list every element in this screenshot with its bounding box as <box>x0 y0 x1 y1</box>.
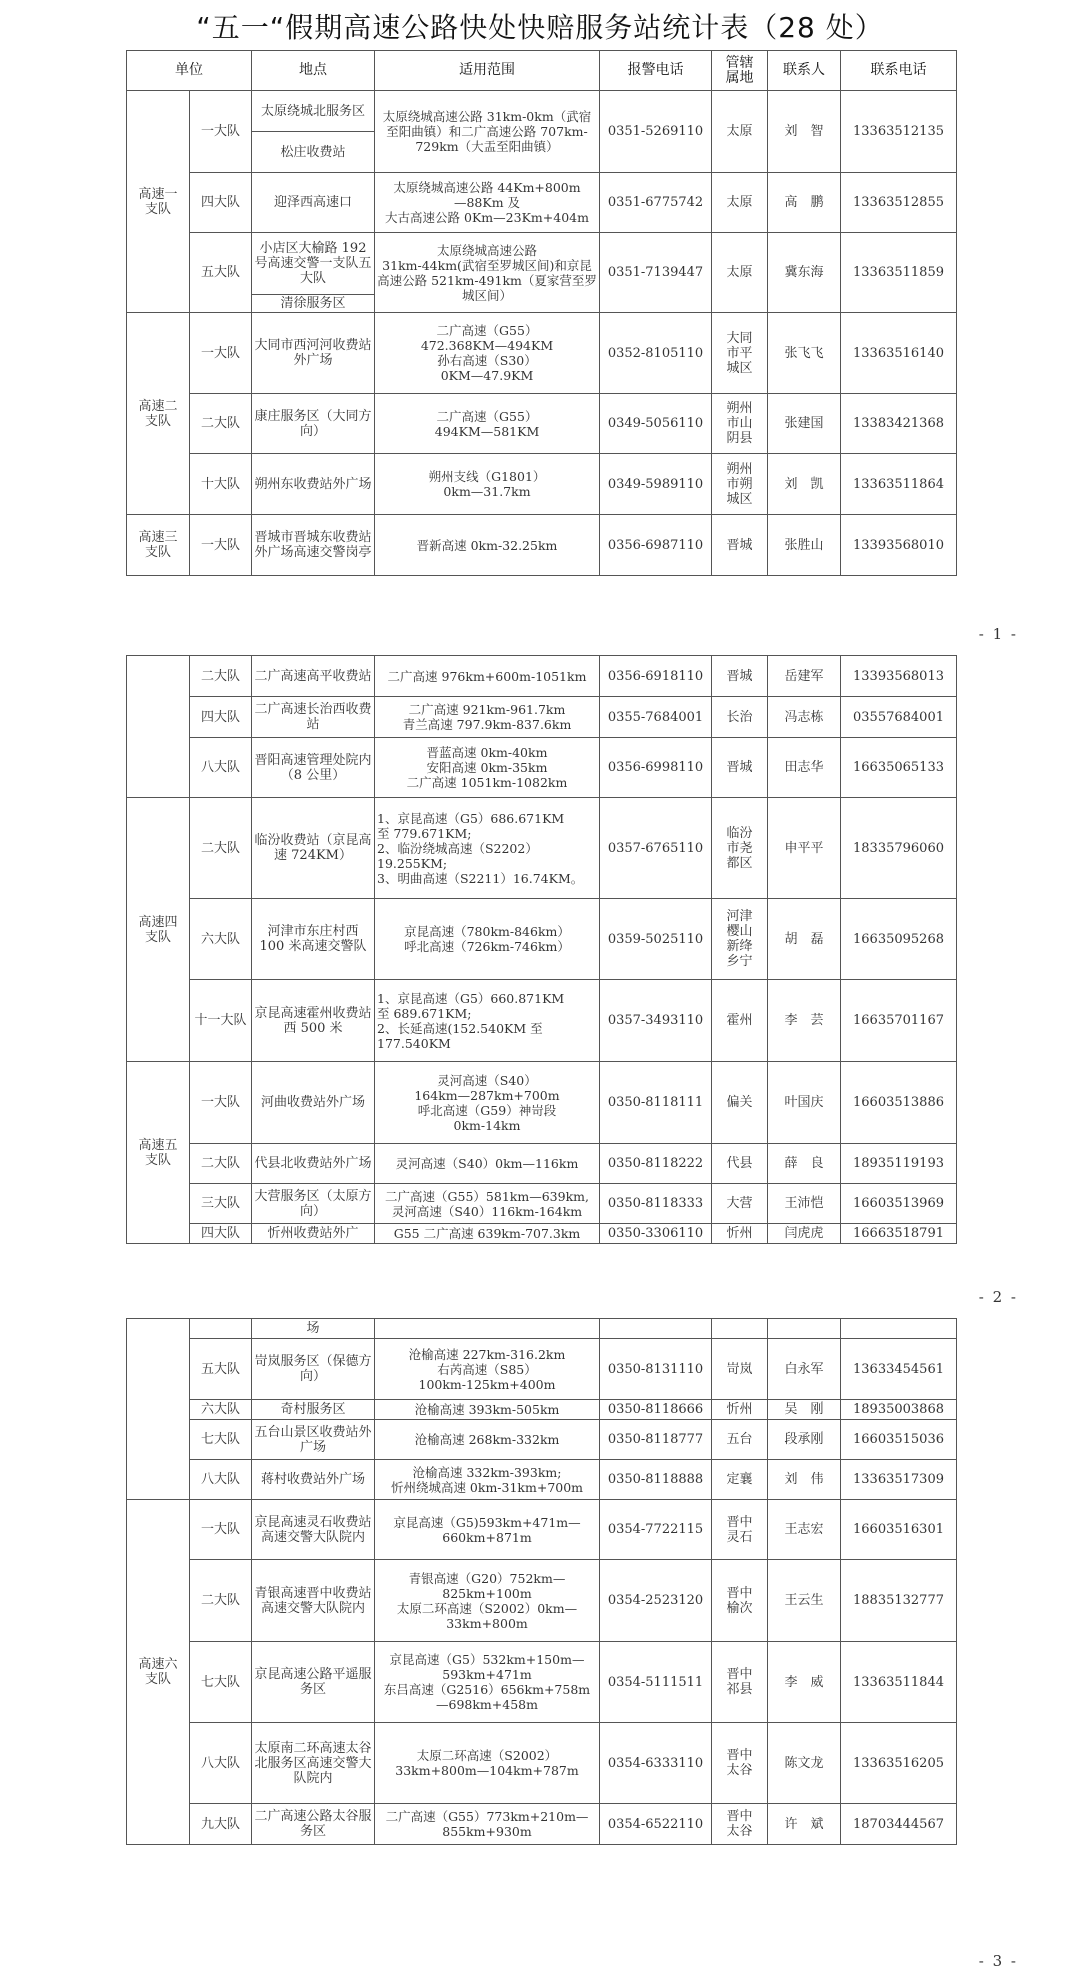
contact-cell: 申平平 <box>768 798 841 899</box>
group-cell: 高速四 支队 <box>127 798 190 1062</box>
location-cell: 奇村服务区 <box>252 1400 375 1420</box>
stats-table-page-3 <box>126 1318 957 1845</box>
jurisdiction-cell: 晋城 <box>712 515 768 576</box>
contact-phone-cell: 16603516301 <box>841 1500 957 1560</box>
header-contact: 联系人 <box>768 51 841 91</box>
table-row <box>127 1400 957 1420</box>
location-cell: 朔州东收费站外广场 <box>252 454 375 515</box>
contact-cell: 冀东海 <box>768 233 841 313</box>
contact-cell: 冯志栋 <box>768 697 841 738</box>
contact-phone-cell: 13363517309 <box>841 1460 957 1500</box>
contact-phone-cell: 18835132777 <box>841 1560 957 1642</box>
jurisdiction-cell: 代县 <box>712 1144 768 1184</box>
jurisdiction-cell: 太原 <box>712 173 768 233</box>
location-cell: 太原南二环高速太谷北服务区高速交警大队院内 <box>252 1723 375 1804</box>
contact-cell: 刘 凯 <box>768 454 841 515</box>
range-cell: 太原二环高速（S2002） 33km+800m—104km+787m <box>375 1723 600 1804</box>
table-row <box>127 697 957 738</box>
page-number: - 3 - <box>978 1952 1018 1970</box>
alarm-phone-cell: 0350-8118111 <box>600 1062 712 1144</box>
contact-cell: 张建国 <box>768 394 841 454</box>
header-jurisdiction: 管辖 属地 <box>712 51 768 91</box>
contact-cell: 刘 伟 <box>768 1460 841 1500</box>
range-cell <box>375 1319 600 1339</box>
location-cell: 临汾收费站（京昆高速 724KM） <box>252 798 375 899</box>
table-row <box>127 91 957 132</box>
header-location: 地点 <box>252 51 375 91</box>
range-cell: 灵河高速（S40） 164km—287km+700m 呼北高速（G59）神岢段 0km-14km <box>375 1062 600 1144</box>
table-row <box>127 738 957 798</box>
location-cell: 代县北收费站外广场 <box>252 1144 375 1184</box>
header-alarm-phone: 报警电话 <box>600 51 712 91</box>
jurisdiction-cell: 偏关 <box>712 1062 768 1144</box>
stats-table-page-2 <box>126 655 957 1244</box>
contact-cell: 王沛恺 <box>768 1184 841 1224</box>
location-cell: 大同市西河河收费站外广场 <box>252 313 375 394</box>
table-row <box>127 1420 957 1460</box>
header-unit: 单位 <box>127 51 252 91</box>
contact-cell: 岳建军 <box>768 656 841 697</box>
jurisdiction-cell: 定襄 <box>712 1460 768 1500</box>
contact-cell: 刘 智 <box>768 91 841 173</box>
contact-cell: 吴 刚 <box>768 1400 841 1420</box>
contact-cell: 田志华 <box>768 738 841 798</box>
jurisdiction-cell: 大营 <box>712 1184 768 1224</box>
contact-cell: 张胜山 <box>768 515 841 576</box>
header-contact-phone: 联系电话 <box>841 51 957 91</box>
contact-phone-cell: 13363516205 <box>841 1723 957 1804</box>
jurisdiction-cell: 五台 <box>712 1420 768 1460</box>
table-row <box>127 313 957 394</box>
location-cell: 二广高速高平收费站 <box>252 656 375 697</box>
unit-cell: 一大队 <box>190 1062 252 1144</box>
jurisdiction-cell: 霍州 <box>712 980 768 1062</box>
alarm-phone-cell: 0354-2523120 <box>600 1560 712 1642</box>
range-cell: 沧榆高速 227km-316.2km 右芮高速（S85） 100km-125km+400m <box>375 1339 600 1400</box>
location-cell: 京昆高速公路平遥服务区 <box>252 1642 375 1723</box>
range-cell: 1、京昆高速（G5）686.671KM 至 779.671KM; 2、临汾绕城高速（S2202） 19.255KM; 3、明曲高速（S2211）16.74KM。 <box>375 798 600 899</box>
contact-cell: 闫虎虎 <box>768 1224 841 1244</box>
contact-cell: 高 鹏 <box>768 173 841 233</box>
alarm-phone-cell: 0355-7684001 <box>600 697 712 738</box>
alarm-phone-cell: 0351-5269110 <box>600 91 712 173</box>
unit-cell: 五大队 <box>190 233 252 313</box>
alarm-phone-cell: 0354-6333110 <box>600 1723 712 1804</box>
contact-cell: 李 威 <box>768 1642 841 1723</box>
unit-cell: 五大队 <box>190 1339 252 1400</box>
contact-phone-cell: 03557684001 <box>841 697 957 738</box>
range-cell: 二广高速（G55） 494KM—581KM <box>375 394 600 454</box>
location-cell: 五台山景区收费站外广场 <box>252 1420 375 1460</box>
table-row <box>127 656 957 697</box>
jurisdiction-cell: 太原 <box>712 91 768 173</box>
range-cell: 晋蓝高速 0km-40km 安阳高速 0km-35km 二广高速 1051km-1082km <box>375 738 600 798</box>
unit-cell: 二大队 <box>190 798 252 899</box>
jurisdiction-cell: 晋城 <box>712 656 768 697</box>
table-row <box>127 1642 957 1723</box>
contact-phone-cell: 16603513886 <box>841 1062 957 1144</box>
alarm-phone-cell: 0350-8118333 <box>600 1184 712 1224</box>
location-cell: 清徐服务区 <box>252 295 375 313</box>
group-cell-continued <box>127 656 190 798</box>
range-cell: 二广高速 921km-961.7km 青兰高速 797.9km-837.6km <box>375 697 600 738</box>
unit-cell: 二大队 <box>190 1560 252 1642</box>
location-cell: 京昆高速灵石收费站高速交警大队院内 <box>252 1500 375 1560</box>
alarm-phone-cell: 0350-8118888 <box>600 1460 712 1500</box>
table-row <box>127 1224 957 1244</box>
location-cell: 小店区大榆路 192 号高速交警一支队五大队 <box>252 233 375 295</box>
range-cell: 晋新高速 0km-32.25km <box>375 515 600 576</box>
jurisdiction-cell: 忻州 <box>712 1224 768 1244</box>
group-cell: 高速三 支队 <box>127 515 190 576</box>
alarm-phone-cell: 0359-5025110 <box>600 899 712 980</box>
contact-cell: 段承刚 <box>768 1420 841 1460</box>
range-cell: 京昆高速（780km-846km） 呼北高速（726km-746km） <box>375 899 600 980</box>
header-range: 适用范围 <box>375 51 600 91</box>
location-cell: 岢岚服务区（保德方向） <box>252 1339 375 1400</box>
contact-cell <box>768 1319 841 1339</box>
table-row <box>127 1560 957 1642</box>
contact-phone-cell: 16635701167 <box>841 980 957 1062</box>
table-row <box>127 173 957 233</box>
location-cell: 京昆高速霍州收费站西 500 米 <box>252 980 375 1062</box>
alarm-phone-cell: 0357-3493110 <box>600 980 712 1062</box>
unit-cell: 一大队 <box>190 313 252 394</box>
contact-phone-cell: 13393568013 <box>841 656 957 697</box>
jurisdiction-cell: 大同 市平 城区 <box>712 313 768 394</box>
unit-cell: 六大队 <box>190 899 252 980</box>
unit-cell: 二大队 <box>190 1144 252 1184</box>
jurisdiction-cell: 河津 樱山 新绛 乡宁 <box>712 899 768 980</box>
group-cell-continued <box>127 1319 190 1500</box>
jurisdiction-cell: 长治 <box>712 697 768 738</box>
unit-cell: 一大队 <box>190 91 252 173</box>
alarm-phone-cell: 0351-7139447 <box>600 233 712 313</box>
unit-cell: 二大队 <box>190 656 252 697</box>
jurisdiction-cell: 晋中 榆次 <box>712 1560 768 1642</box>
location-cell: 场 <box>252 1319 375 1339</box>
range-cell: 太原绕城高速公路 31km-0km（武宿至阳曲镇）和二广高速公路 707km-729km（大盂至阳曲镇） <box>375 91 600 173</box>
table-row <box>127 515 957 576</box>
jurisdiction-cell: 朔州 市朔 城区 <box>712 454 768 515</box>
table-row <box>127 1460 957 1500</box>
range-cell: 灵河高速（S40）0km—116km <box>375 1144 600 1184</box>
table-row <box>127 1062 957 1144</box>
alarm-phone-cell: 0351-6775742 <box>600 173 712 233</box>
contact-phone-cell <box>841 1319 957 1339</box>
jurisdiction-cell: 太原 <box>712 233 768 313</box>
alarm-phone-cell: 0350-3306110 <box>600 1224 712 1244</box>
unit-cell: 四大队 <box>190 697 252 738</box>
alarm-phone-cell: 0350-8118777 <box>600 1420 712 1460</box>
contact-phone-cell: 16635065133 <box>841 738 957 798</box>
contact-phone-cell: 13383421368 <box>841 394 957 454</box>
range-cell: 太原绕城高速公路 44Km+800m —88Km 及 大古高速公路 0Km—23Km+404m <box>375 173 600 233</box>
jurisdiction-cell: 晋中 灵石 <box>712 1500 768 1560</box>
unit-cell: 九大队 <box>190 1804 252 1845</box>
unit-cell: 三大队 <box>190 1184 252 1224</box>
alarm-phone-cell: 0354-5111511 <box>600 1642 712 1723</box>
contact-cell: 王云生 <box>768 1560 841 1642</box>
jurisdiction-cell: 朔州 市山 阴县 <box>712 394 768 454</box>
table-row <box>127 394 957 454</box>
location-cell: 蒋村收费站外广场 <box>252 1460 375 1500</box>
location-cell: 迎泽西高速口 <box>252 173 375 233</box>
alarm-phone-cell: 0354-7722115 <box>600 1500 712 1560</box>
alarm-phone-cell: 0350-8118666 <box>600 1400 712 1420</box>
table-row <box>127 899 957 980</box>
stats-table-page-1 <box>126 50 957 576</box>
alarm-phone-cell: 0349-5056110 <box>600 394 712 454</box>
page-number: - 1 - <box>978 625 1018 643</box>
table-row <box>127 1500 957 1560</box>
contact-phone-cell: 13363511859 <box>841 233 957 313</box>
table-row <box>127 1804 957 1845</box>
alarm-phone-cell: 0356-6998110 <box>600 738 712 798</box>
alarm-phone-cell: 0350-8131110 <box>600 1339 712 1400</box>
contact-phone-cell: 18703444567 <box>841 1804 957 1845</box>
contact-cell: 许 斌 <box>768 1804 841 1845</box>
table-row <box>127 1339 957 1400</box>
contact-cell: 叶国庆 <box>768 1062 841 1144</box>
contact-phone-cell: 13633454561 <box>841 1339 957 1400</box>
unit-cell <box>190 1319 252 1339</box>
alarm-phone-cell: 0349-5989110 <box>600 454 712 515</box>
location-cell: 青银高速晋中收费站高速交警大队院内 <box>252 1560 375 1642</box>
unit-cell: 一大队 <box>190 1500 252 1560</box>
unit-cell: 一大队 <box>190 515 252 576</box>
header-row <box>127 51 957 91</box>
range-cell: 沧榆高速 332km-393km; 忻州绕城高速 0km-31km+700m <box>375 1460 600 1500</box>
range-cell: 二广高速 976km+600m-1051km <box>375 656 600 697</box>
contact-phone-cell: 13363511844 <box>841 1642 957 1723</box>
unit-cell: 四大队 <box>190 1224 252 1244</box>
location-cell: 太原绕城北服务区 <box>252 91 375 132</box>
contact-cell: 李 芸 <box>768 980 841 1062</box>
contact-cell: 胡 磊 <box>768 899 841 980</box>
location-cell: 大营服务区（太原方向） <box>252 1184 375 1224</box>
table-row <box>127 1144 957 1184</box>
alarm-phone-cell <box>600 1319 712 1339</box>
contact-phone-cell: 13363511864 <box>841 454 957 515</box>
table-row <box>127 454 957 515</box>
contact-phone-cell: 18335796060 <box>841 798 957 899</box>
jurisdiction-cell: 忻州 <box>712 1400 768 1420</box>
table-row <box>127 1723 957 1804</box>
table-row <box>127 1319 957 1339</box>
page-number: - 2 - <box>978 1288 1018 1306</box>
contact-phone-cell: 16663518791 <box>841 1224 957 1244</box>
jurisdiction-cell: 晋中 太谷 <box>712 1804 768 1845</box>
range-cell: 1、京昆高速（G5）660.871KM 至 689.671KM; 2、长延高速(152.540KM 至 177.540KM <box>375 980 600 1062</box>
contact-phone-cell: 13393568010 <box>841 515 957 576</box>
location-cell: 河曲收费站外广场 <box>252 1062 375 1144</box>
jurisdiction-cell: 晋城 <box>712 738 768 798</box>
range-cell: 朔州支线（G1801） 0km—31.7km <box>375 454 600 515</box>
unit-cell: 七大队 <box>190 1420 252 1460</box>
contact-cell: 薛 良 <box>768 1144 841 1184</box>
contact-cell: 王志宏 <box>768 1500 841 1560</box>
alarm-phone-cell: 0350-8118222 <box>600 1144 712 1184</box>
jurisdiction-cell: 晋中 太谷 <box>712 1723 768 1804</box>
range-cell: 二广高速（G55）581km—639km, 灵河高速（S40）116km-164km <box>375 1184 600 1224</box>
unit-cell: 十一大队 <box>190 980 252 1062</box>
alarm-phone-cell: 0356-6987110 <box>600 515 712 576</box>
group-cell: 高速二 支队 <box>127 313 190 515</box>
location-cell: 晋城市晋城东收费站外广场高速交警岗亭 <box>252 515 375 576</box>
range-cell: 沧榆高速 268km-332km <box>375 1420 600 1460</box>
location-cell: 河津市东庄村西 100 米高速交警队 <box>252 899 375 980</box>
unit-cell: 四大队 <box>190 173 252 233</box>
contact-phone-cell: 18935119193 <box>841 1144 957 1184</box>
unit-cell: 七大队 <box>190 1642 252 1723</box>
range-cell: 沧榆高速 393km-505km <box>375 1400 600 1420</box>
location-cell: 忻州收费站外广 <box>252 1224 375 1244</box>
group-cell: 高速五 支队 <box>127 1062 190 1244</box>
location-cell: 松庄收费站 <box>252 132 375 173</box>
group-cell: 高速一 支队 <box>127 91 190 313</box>
unit-cell: 八大队 <box>190 1460 252 1500</box>
jurisdiction-cell <box>712 1319 768 1339</box>
range-cell: 太原绕城高速公路 31km-44km(武宿至罗城区间)和京昆高速公路 521km-491km（夏家营至罗城区间） <box>375 233 600 313</box>
alarm-phone-cell: 0354-6522110 <box>600 1804 712 1845</box>
unit-cell: 八大队 <box>190 1723 252 1804</box>
table-row <box>127 1184 957 1224</box>
unit-cell: 六大队 <box>190 1400 252 1420</box>
range-cell: 京昆高速（G5)593km+471m— 660km+871m <box>375 1500 600 1560</box>
table-row <box>127 980 957 1062</box>
alarm-phone-cell: 0356-6918110 <box>600 656 712 697</box>
location-cell: 二广高速公路太谷服务区 <box>252 1804 375 1845</box>
contact-phone-cell: 13363512855 <box>841 173 957 233</box>
location-cell: 康庄服务区（大同方向） <box>252 394 375 454</box>
jurisdiction-cell: 岢岚 <box>712 1339 768 1400</box>
location-cell: 二广高速长治西收费站 <box>252 697 375 738</box>
alarm-phone-cell: 0352-8105110 <box>600 313 712 394</box>
table-row <box>127 798 957 899</box>
group-cell: 高速六 支队 <box>127 1500 190 1845</box>
alarm-phone-cell: 0357-6765110 <box>600 798 712 899</box>
unit-cell: 十大队 <box>190 454 252 515</box>
contact-phone-cell: 13363512135 <box>841 91 957 173</box>
contact-cell: 张飞飞 <box>768 313 841 394</box>
range-cell: 青银高速（G20）752km— 825km+100m 太原二环高速（S2002）0km— 33km+800m <box>375 1560 600 1642</box>
contact-cell: 白永军 <box>768 1339 841 1400</box>
contact-phone-cell: 16603513969 <box>841 1184 957 1224</box>
contact-phone-cell: 16603515036 <box>841 1420 957 1460</box>
range-cell: 京昆高速（G5）532km+150m— 593km+471m 东吕高速（G2516）656km+758m —698km+458m <box>375 1642 600 1723</box>
location-cell: 晋阳高速管理处院内（8 公里） <box>252 738 375 798</box>
table-row <box>127 233 957 295</box>
range-cell: 二广高速（G55） 472.368KM—494KM 孙右高速（S30） 0KM—47.9KM <box>375 313 600 394</box>
range-cell: 二广高速（G55）773km+210m— 855km+930m <box>375 1804 600 1845</box>
contact-phone-cell: 18935003868 <box>841 1400 957 1420</box>
jurisdiction-cell: 晋中 祁县 <box>712 1642 768 1723</box>
contact-phone-cell: 16635095268 <box>841 899 957 980</box>
unit-cell: 八大队 <box>190 738 252 798</box>
contact-cell: 陈文龙 <box>768 1723 841 1804</box>
unit-cell: 二大队 <box>190 394 252 454</box>
range-cell: G55 二广高速 639km-707.3km <box>375 1224 600 1244</box>
jurisdiction-cell: 临汾 市尧 都区 <box>712 798 768 899</box>
page-title: “五一“假期高速公路快处快赔服务站统计表（28 处） <box>196 11 884 44</box>
contact-phone-cell: 13363516140 <box>841 313 957 394</box>
